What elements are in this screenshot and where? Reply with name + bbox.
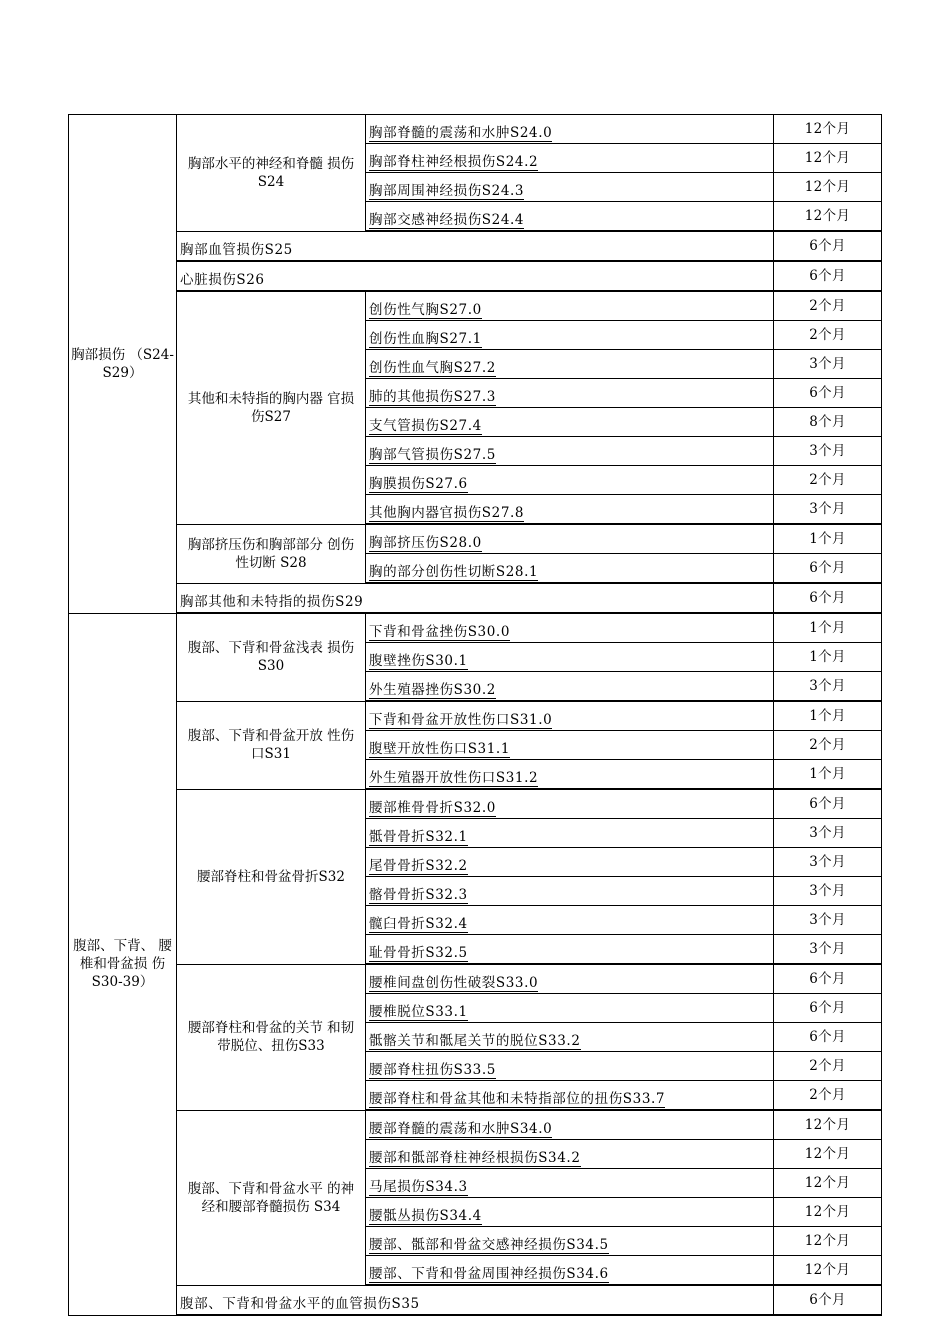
item-label-text: 肺的其他损伤S27.3	[369, 389, 496, 405]
period-value: 6个月	[774, 583, 882, 613]
item-label-text: 腰部椎骨骨折S32.0	[369, 800, 496, 816]
period-value: 3个月	[774, 848, 882, 877]
item-label-text: 腰部脊柱扭伤S33.5	[369, 1062, 496, 1078]
period-value: 12个月	[774, 1198, 882, 1227]
period-value: 1个月	[774, 760, 882, 790]
section-name: 胸部损伤 （S24-S29）	[69, 115, 177, 614]
table-row	[69, 115, 882, 144]
period-value: 2个月	[774, 466, 882, 495]
period-value: 2个月	[774, 1081, 882, 1111]
period-value: 3个月	[774, 672, 882, 702]
item-label-text: 腰部和骶部脊柱神经根损伤S34.2	[369, 1150, 581, 1166]
item-label	[366, 202, 774, 232]
item-label	[366, 760, 774, 790]
item-label	[366, 1110, 774, 1140]
table-row	[69, 291, 882, 321]
period-value: 12个月	[774, 1227, 882, 1256]
table-row	[69, 1285, 882, 1315]
period-value: 12个月	[774, 1169, 882, 1198]
item-label: 胸部其他和未特指的损伤S29	[177, 583, 774, 613]
item-label-text: 创伤性血胸S27.1	[369, 331, 482, 347]
item-label	[366, 495, 774, 525]
item-label	[366, 731, 774, 760]
item-label	[366, 1169, 774, 1198]
item-label	[366, 144, 774, 173]
item-label-text: 外生殖器挫伤S30.2	[369, 682, 496, 698]
item-label-text: 下背和骨盆开放性伤口S31.0	[369, 712, 553, 728]
period-value: 3个月	[774, 350, 882, 379]
item-label-text: 胸部挤压伤S28.0	[369, 535, 482, 551]
item-label	[366, 1052, 774, 1081]
item-label-text: 耻骨骨折S32.5	[369, 945, 468, 961]
item-label	[366, 701, 774, 731]
period-value: 3个月	[774, 935, 882, 965]
period-value: 6个月	[774, 964, 882, 994]
item-label	[366, 1140, 774, 1169]
group-name: 腹部、下背和骨盆开放 性伤口S31	[177, 701, 366, 789]
period-value: 8个月	[774, 408, 882, 437]
period-value: 2个月	[774, 1052, 882, 1081]
group-name: 腰部脊柱和骨盆的关节 和韧带脱位、扭伤S33	[177, 964, 366, 1110]
group-name: 其他和未特指的胸内器 官损伤S27	[177, 291, 366, 524]
period-value: 1个月	[774, 613, 882, 643]
item-label-text: 腹壁挫伤S30.1	[369, 653, 468, 669]
period-value: 1个月	[774, 524, 882, 554]
item-label-text: 支气管损伤S27.4	[369, 418, 482, 434]
item-label-text: 髂骨骨折S32.3	[369, 887, 468, 903]
item-label-text: 创伤性气胸S27.0	[369, 302, 482, 318]
period-value: 3个月	[774, 906, 882, 935]
period-value: 3个月	[774, 437, 882, 466]
item-label-text: 腰部、骶部和骨盆交感神经损伤S34.5	[369, 1237, 609, 1253]
period-value: 6个月	[774, 261, 882, 291]
item-label	[366, 789, 774, 819]
item-label	[366, 524, 774, 554]
item-label-text: 骶骨骨折S32.1	[369, 829, 468, 845]
injury-period-table	[68, 114, 882, 1316]
table-row	[69, 231, 882, 261]
item-label	[366, 613, 774, 643]
item-label	[366, 350, 774, 379]
item-label	[366, 906, 774, 935]
table-row	[69, 701, 882, 731]
period-value: 2个月	[774, 291, 882, 321]
item-label-text: 胸部脊髓的震荡和水肿S24.0	[369, 125, 553, 141]
item-label-text: 胸部脊柱神经根损伤S24.2	[369, 154, 539, 170]
section-name: 腹部、下背、 腰椎和骨盆损 伤S30-39）	[69, 613, 177, 1315]
item-label-text: 腰部脊柱和骨盆其他和未特指部位的扭伤S33.7	[369, 1091, 666, 1107]
period-value: 2个月	[774, 731, 882, 760]
table-row	[69, 524, 882, 554]
item-label	[366, 877, 774, 906]
period-value: 6个月	[774, 789, 882, 819]
item-label	[366, 994, 774, 1023]
period-value: 1个月	[774, 701, 882, 731]
item-label-text: 其他胸内器官损伤S27.8	[369, 505, 525, 521]
item-label	[366, 1081, 774, 1111]
table-row	[69, 789, 882, 819]
period-value: 6个月	[774, 1285, 882, 1315]
period-value: 3个月	[774, 819, 882, 848]
period-value: 6个月	[774, 1023, 882, 1052]
period-value: 12个月	[774, 1140, 882, 1169]
item-label	[366, 935, 774, 965]
period-value: 3个月	[774, 495, 882, 525]
item-label	[366, 848, 774, 877]
item-label	[366, 321, 774, 350]
item-label-text: 下背和骨盆挫伤S30.0	[369, 624, 511, 640]
item-label-text: 外生殖器开放性伤口S31.2	[369, 770, 539, 786]
period-value: 12个月	[774, 173, 882, 202]
item-label	[366, 672, 774, 702]
table-row	[69, 613, 882, 643]
period-value: 6个月	[774, 231, 882, 261]
item-label-text: 骶髂关节和骶尾关节的脱位S33.2	[369, 1033, 581, 1049]
item-label: 胸部血管损伤S25	[177, 231, 774, 261]
table-body	[69, 115, 882, 1316]
item-label	[366, 1256, 774, 1286]
item-label-text: 胸膜损伤S27.6	[369, 476, 468, 492]
item-label	[366, 437, 774, 466]
period-value: 1个月	[774, 643, 882, 672]
period-value: 12个月	[774, 115, 882, 144]
table-row	[69, 964, 882, 994]
group-name: 胸部挤压伤和胸部部分 创伤性切断 S28	[177, 524, 366, 583]
item-label-text: 腰椎间盘创伤性破裂S33.0	[369, 975, 539, 991]
period-value: 12个月	[774, 1110, 882, 1140]
item-label	[366, 819, 774, 848]
group-name: 腹部、下背和骨盆浅表 损伤S30	[177, 613, 366, 701]
item-label	[366, 173, 774, 202]
item-label-text: 腰椎脱位S33.1	[369, 1004, 468, 1020]
item-label-text: 腹壁开放性伤口S31.1	[369, 741, 511, 757]
item-label-text: 创伤性血气胸S27.2	[369, 360, 496, 376]
item-label: 腹部、下背和骨盆水平的血管损伤S35	[177, 1285, 774, 1315]
item-label	[366, 964, 774, 994]
item-label	[366, 291, 774, 321]
period-value: 6个月	[774, 379, 882, 408]
item-label	[366, 379, 774, 408]
group-name: 胸部水平的神经和脊髓 损伤S24	[177, 115, 366, 232]
table-row	[69, 583, 882, 613]
item-label	[366, 466, 774, 495]
item-label	[366, 1227, 774, 1256]
table-row	[69, 1110, 882, 1140]
period-value: 6个月	[774, 994, 882, 1023]
period-value: 3个月	[774, 877, 882, 906]
item-label-text: 胸部交感神经损伤S24.4	[369, 212, 525, 228]
item-label-text: 髋臼骨折S32.4	[369, 916, 468, 932]
period-value: 12个月	[774, 202, 882, 232]
item-label-text: 马尾损伤S34.3	[369, 1179, 468, 1195]
item-label-text: 胸的部分创伤性切断S28.1	[369, 564, 539, 580]
item-label	[366, 1198, 774, 1227]
period-value: 6个月	[774, 554, 882, 584]
group-name: 腰部脊柱和骨盆骨折S32	[177, 789, 366, 964]
item-label	[366, 643, 774, 672]
item-label-text: 腰部、下背和骨盆周围神经损伤S34.6	[369, 1266, 609, 1282]
item-label-text: 腰骶丛损伤S34.4	[369, 1208, 482, 1224]
item-label-text: 胸部周围神经损伤S24.3	[369, 183, 525, 199]
period-value: 2个月	[774, 321, 882, 350]
item-label	[366, 115, 774, 144]
item-label-text: 胸部气管损伤S27.5	[369, 447, 496, 463]
item-label: 心脏损伤S26	[177, 261, 774, 291]
period-value: 12个月	[774, 1256, 882, 1286]
table-row	[69, 261, 882, 291]
item-label	[366, 554, 774, 584]
period-value: 12个月	[774, 144, 882, 173]
item-label	[366, 408, 774, 437]
item-label-text: 尾骨骨折S32.2	[369, 858, 468, 874]
item-label	[366, 1023, 774, 1052]
item-label-text: 腰部脊髓的震荡和水肿S34.0	[369, 1121, 553, 1137]
group-name: 腹部、下背和骨盆水平 的神经和腰部脊髓损伤 S34	[177, 1110, 366, 1285]
